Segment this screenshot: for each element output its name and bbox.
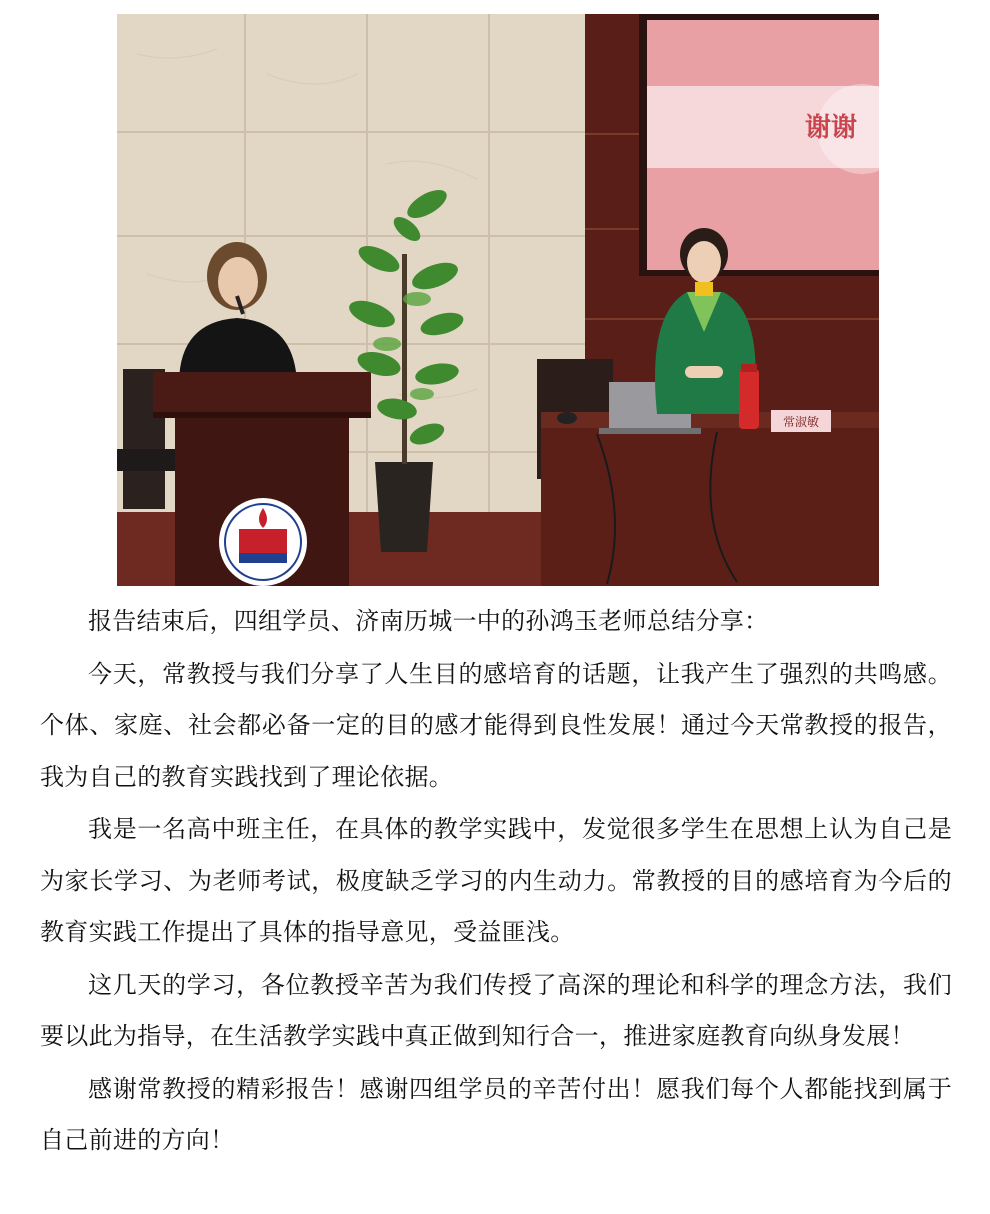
article-body xyxy=(40,596,952,1167)
screen-thanks-text: 谢谢 xyxy=(805,113,858,143)
nameplate xyxy=(771,410,831,432)
paragraph-3: 我是一名高中班主任，在具体的教学实践中，发觉很多学生在思想上认为自己是为家长学习、为老师考试，极度缺乏学习的内生动力。常教授的目的感培育为今后的教育实践工作提出了具体的指导意见，受益匪浅。 xyxy=(40,815,952,946)
nameplate-text: 常淑敏 xyxy=(782,415,820,429)
thermos xyxy=(739,369,759,429)
paragraph-1: 报告结束后，四组学员、济南历城一中的孙鸿玉老师总结分享： xyxy=(88,607,769,635)
paragraph-2: 今天，常教授与我们分享了人生目的感培育的话题，让我产生了强烈的共鸣感。个体、家庭、社会都必备一定的目的感才能得到良性发展！通过今天常教授的报告，我为自己的教育实践找到了理论依据。 xyxy=(40,659,952,791)
podium xyxy=(153,372,371,586)
paragraph-4: 这几天的学习，各位教授辛苦为我们传授了高深的理论和科学的理念方法，我们要以此为指导，在生活教学实践中真正做到知行合一，推进家庭教育向纵身发展！ xyxy=(40,970,952,1050)
paragraph-5: 感谢常教授的精彩报告！感谢四组学员的辛苦付出！愿我们每个人都能找到属于自己前进的方向！ xyxy=(40,1074,952,1154)
event-photo xyxy=(117,14,879,586)
presentation-table xyxy=(541,412,879,586)
